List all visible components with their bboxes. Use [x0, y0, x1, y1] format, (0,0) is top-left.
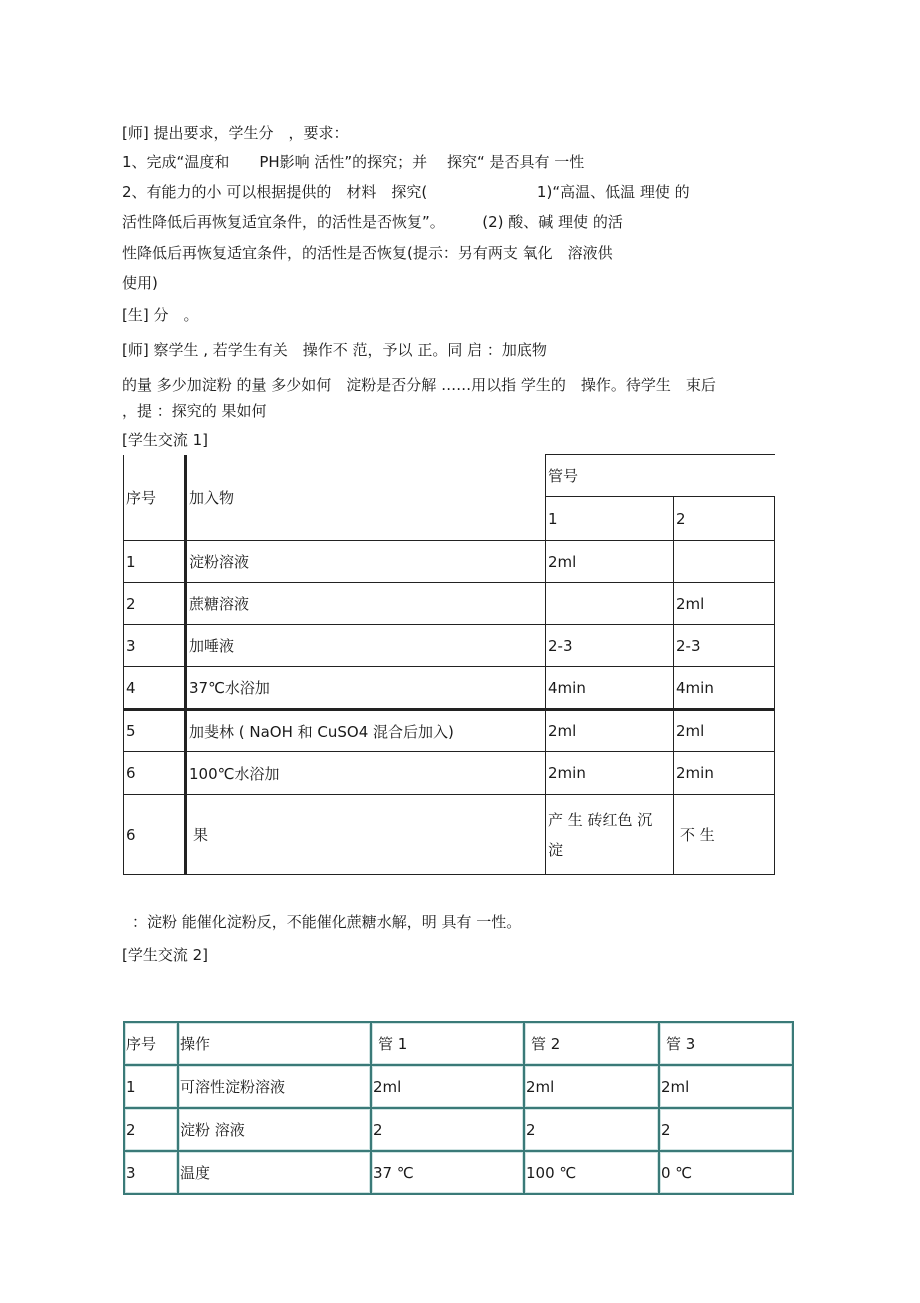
table-row	[124, 583, 775, 625]
cell	[674, 541, 775, 583]
table-row	[124, 541, 775, 583]
table-row	[124, 1151, 793, 1194]
table-row	[124, 752, 775, 795]
cell: 3	[124, 625, 186, 667]
text-line: [师] 察学生 , 若学生有关 操作不 范，予以 正。同 启 ：加底物	[122, 341, 547, 359]
cell: 6	[124, 752, 186, 795]
cell: 加斐林 ( NaOH 和 CuSO4 混合后加入)	[186, 710, 546, 752]
cell: 3	[124, 1151, 178, 1194]
text-line: 活性降低后再恢复适宜条件，的活性是否恢复”。 (2) 酸、碱 理使 的活	[122, 213, 623, 231]
cell: 温度	[178, 1151, 371, 1194]
conclusion-text	[122, 912, 521, 932]
cell: 2ml	[659, 1065, 793, 1108]
cell: 2ml	[546, 541, 674, 583]
cell: 2ml	[524, 1065, 659, 1108]
header-cell: 管 1	[371, 1022, 524, 1065]
section-label: [学生交流 2]	[122, 946, 209, 964]
cell: 2-3	[674, 625, 775, 667]
cell: 蔗糖溶液	[186, 583, 546, 625]
text-line: [师] 提出要求，学生分 ，要求：	[122, 124, 349, 142]
result-line: 淀	[548, 840, 564, 859]
cell: 2ml	[546, 710, 674, 752]
header-tube-2: 2	[674, 497, 775, 541]
header-cell: 管 3	[659, 1022, 793, 1065]
cell: 淀粉 溶液	[178, 1108, 371, 1151]
result-line: 产 生 砖红色 沉	[548, 810, 653, 829]
cell: 6	[124, 795, 186, 875]
table-row	[124, 667, 775, 710]
cell: 37 ℃	[371, 1151, 524, 1194]
cell: 4min	[546, 667, 674, 710]
table-header-row	[124, 1022, 793, 1065]
header-cell: 管 2	[524, 1022, 659, 1065]
table-row	[124, 710, 775, 752]
cell: 2ml	[674, 710, 775, 752]
cell: 4min	[674, 667, 775, 710]
cell	[546, 583, 674, 625]
text-line: 1、完成“温度和 PH影响 活性”的探究；并 探究“ 是否具有 一性	[122, 153, 585, 171]
experiment-table-2	[123, 1021, 794, 1195]
text-line: 使用)	[122, 274, 158, 292]
cell: 2	[124, 1108, 178, 1151]
table-row	[124, 795, 775, 875]
table-row	[124, 625, 775, 667]
cell: 1	[124, 1065, 178, 1108]
header-tube: 管号	[546, 455, 775, 497]
experiment-table-1	[123, 454, 775, 875]
cell: 100 ℃	[524, 1151, 659, 1194]
cell: 2	[124, 583, 186, 625]
cell: 2	[524, 1108, 659, 1151]
text-line: 的量 多少加淀粉 的量 多少如何 淀粉是否分解 ……用以指 学生的 操作。待学生 束后	[122, 376, 716, 394]
header-cell: 序号	[124, 1022, 178, 1065]
cell: 2min	[546, 752, 674, 795]
cell: 0 ℃	[659, 1151, 793, 1194]
section-label: [学生交流 1]	[122, 431, 209, 449]
cell: 可溶性淀粉溶液	[178, 1065, 371, 1108]
table-row	[124, 1065, 793, 1108]
header-tube-1: 1	[546, 497, 674, 541]
cell: 不 生	[674, 795, 775, 875]
cell-result	[546, 795, 674, 875]
header-cell: 操作	[178, 1022, 371, 1065]
cell: 淀粉溶液	[186, 541, 546, 583]
cell: 100℃水浴加	[186, 752, 546, 795]
cell: 2-3	[546, 625, 674, 667]
cell: 4	[124, 667, 186, 710]
table-row	[124, 1108, 793, 1151]
text-line: [生] 分 。	[122, 306, 199, 324]
cell: 2ml	[371, 1065, 524, 1108]
header-added: 加入物	[186, 455, 546, 541]
cell: 果	[186, 795, 546, 875]
cell: 2	[659, 1108, 793, 1151]
cell: 37℃水浴加	[186, 667, 546, 710]
header-seq: 序号	[124, 455, 186, 541]
cell: 2	[371, 1108, 524, 1151]
text-line: 2、有能力的小 可以根据提供的 材料 探究( 1)“高温、低温 理使 的	[122, 183, 690, 201]
cell: 加唾液	[186, 625, 546, 667]
text-line: 性降低后再恢复适宜条件，的活性是否恢复(提示：另有两支 氧化 溶液供	[122, 244, 613, 262]
cell: 2min	[674, 752, 775, 795]
cell: 2ml	[674, 583, 775, 625]
cell: 5	[124, 710, 186, 752]
conclusion-line: ：淀粉 能催化淀粉反，不能催化蔗糖水解，明 具有 一性。	[132, 913, 522, 931]
cell: 1	[124, 541, 186, 583]
text-line: ，提 ：探究的 果如何	[122, 402, 267, 420]
